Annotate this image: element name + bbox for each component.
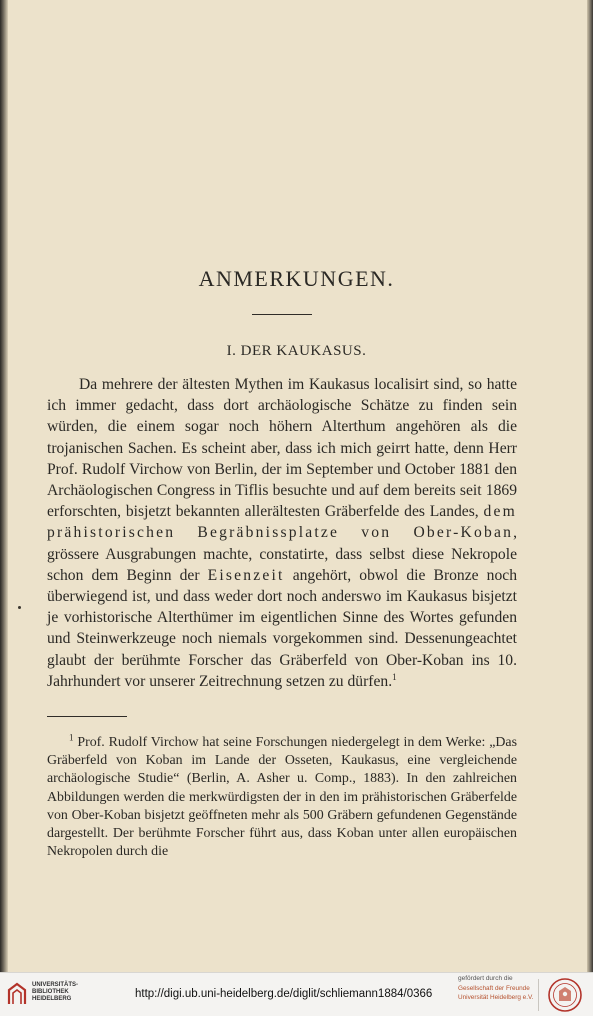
funded-by-text: gefördert durch die xyxy=(458,975,513,982)
body-text-spaced-1: dem prähistorischen Begräbnissplatze von Ober-Koban xyxy=(47,503,517,542)
society-name-line1: Gesellschaft der Freunde xyxy=(458,985,530,992)
university-seal-icon xyxy=(546,977,584,1013)
permalink-url[interactable]: http://digi.ub.uni-heidelberg.de/diglit/schliemann1884/0366 xyxy=(135,988,433,1000)
body-paragraph xyxy=(47,374,517,692)
library-name-line2: BIBLIOTHEK xyxy=(32,989,69,995)
body-text-1: Da mehrere der ältesten Mythen im Kaukasus localisirt sind, so hatte ich immer gedacht, dass dort archäologische Schätze zu finden sein würden, die einem sogar noch höhern Alterthum angehören als die trojanischen Sachen. Es scheint aber, dass ich mich geirrt hatte, denn Herr Prof. Rudolf Virchow von Berlin, der im September und October 1881 den Archäologischen Congress in Tiflis besuchte und auf dem bereits seit 1869 erforschten, bisjetzt bekannten allerältesten Gräberfelde des Landes, xyxy=(47,376,517,521)
footer-bar xyxy=(0,972,593,1016)
society-name xyxy=(458,985,533,1002)
footnote-mark: 1 xyxy=(69,732,74,743)
body-text-3: angehört, obwol die Bronze noch überwiegend ist, und dass weder dort noch anderswo im Kaukasus bisjetzt je vorhistorische Alterthümer im eigentlichen Sinne des Wortes gefunden und Steinwerkzeuge noch niemals vorgekommen sind. Dessenungeachtet glaubt der berühmte Forscher das Gräberfeld von Ober-Koban ins 10. Jahrhundert vor unserer Zeitrechnung setzen zu dürfen. xyxy=(47,566,517,690)
page-title: ANMERKUNGEN. xyxy=(198,266,395,291)
library-name xyxy=(32,982,78,1003)
library-logo-icon xyxy=(6,982,28,1006)
society-name-line2: Universität Heidelberg e.V. xyxy=(458,993,534,1001)
body-text-spaced-2: Eisenzeit xyxy=(207,566,285,584)
library-name-line3: HEIDELBERG xyxy=(32,996,72,1002)
footnote xyxy=(47,734,517,861)
title-divider xyxy=(252,314,312,315)
page-edge-left xyxy=(0,0,8,972)
section-heading: I. DER KAUKASUS. xyxy=(226,343,367,359)
library-name-line1: UNIVERSITÄTS- xyxy=(32,982,79,988)
scan-speck xyxy=(18,606,21,609)
body-text-2: , grössere Ausgrabungen machte, constatirte, dass selbst diese Nekropole schon dem Beginn der xyxy=(47,524,517,584)
page-edge-right xyxy=(587,0,593,972)
footnote-text: Prof. Rudolf Virchow hat seine Forschungen niedergelegt in dem Werke: „Das Gräberfeld von Koban im Lande der Osseten, Kaukasus, eine vergleichende archäologische Studie“ (Berlin, A. Asher u. Comp., 1883). In den zahlreichen Abbildungen werden die merkwürdigsten der in den im prähistorischen Gräberfelde von Ober-Koban bisjetzt geöffneten mehr als 500 Gräbern gefundenen Gegenstände dargestellt. Der berühmte Forscher führt aus, dass Koban unter allen europäischen Nekropolen durch die xyxy=(47,735,517,860)
footnote-divider xyxy=(47,716,127,717)
footer-separator xyxy=(538,979,539,1011)
footnote-ref[interactable]: 1 xyxy=(392,671,397,682)
